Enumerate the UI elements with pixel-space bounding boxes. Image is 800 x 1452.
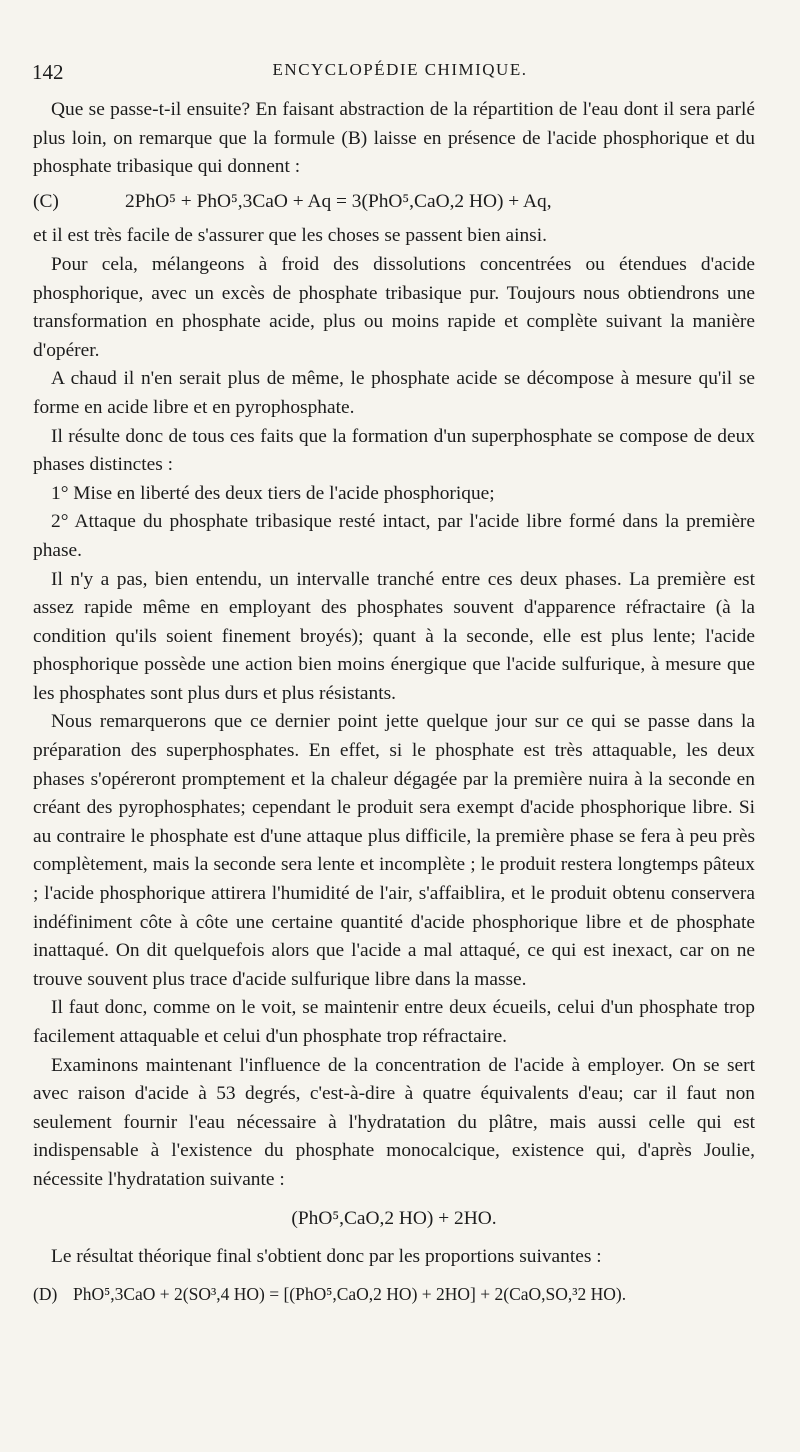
body-text (33, 96, 755, 1314)
page-header (0, 60, 800, 90)
paragraph: Le résultat théorique final s'obtient donc par les proportions suivantes : (51, 1246, 602, 1268)
formula-c (33, 188, 755, 217)
formula-text: PhO⁵,3CaO + 2(SO³,4 HO) = [(PhO⁵,CaO,2 HO) + 2HO] + 2(CaO,SO,³2 HO). (73, 1283, 627, 1304)
paragraph: Il faut donc, comme on le voit, se maintenir entre deux écueils, celui d'un phosphate trop facilement attaquable et celui d'un phosphate trop réfractaire. (33, 997, 755, 1047)
page-number: 142 (32, 60, 64, 84)
list-item: 1° Mise en liberté des deux tiers de l'acide phosphorique; (51, 482, 495, 504)
paragraph: Il résulte donc de tous ces faits que la formation d'un superphosphate se compose de deux phases distinctes : (33, 425, 755, 476)
paragraph: A chaud il n'en serait plus de même, le phosphate acide se décompose à mesure qu'il se forme en acide libre et en pyrophosphate. (33, 368, 755, 418)
formula-hydration: (PhO⁵,CaO,2 HO) + 2HO. (291, 1207, 497, 1229)
paragraph: Il n'y a pas, bien entendu, un intervalle tranché entre ces deux phases. La première est assez rapide même en employant des phosphates souvent d'apparence réfractaire (à la condition qu'ils soient finement broyés); quant à la seconde, elle est plus lente; l'acide phosphorique possède une action bien moins énergique que l'acide sulfurique, à mesure que les phosphates sont plus durs et plus résistants. (33, 568, 755, 704)
list-item: 2° Attaque du phosphate tribasique resté intact, par l'acide libre formé dans la première phase. (33, 511, 755, 561)
formula-label: (D) (33, 1283, 58, 1304)
running-title: ENCYCLOPÉDIE CHIMIQUE. (272, 60, 528, 79)
formula-label: (C) (33, 190, 59, 212)
paragraph: Que se passe-t-il ensuite? En faisant abstraction de la répartition de l'eau dont il sera parlé plus loin, on remarque que la formule (B) laisse en présence de l'acide phosphorique et du phosphate tribasique qui donnent : (33, 99, 755, 178)
formula-d (33, 1280, 755, 1309)
paragraph: Examinons maintenant l'influence de la concentration de l'acide à employer. On se sert avec raison d'acide à 53 degrés, c'est-à-dire à quatre équivalents d'eau; car il faut non seulement fournir l'eau nécessaire à l'hydratation du plâtre, mais aussi celle qui est indispensable à l'existence du phosphate monocalcique, existence qui, d'après Joulie, nécessite l'hydratation suivante : (33, 1054, 755, 1190)
paragraph: et il est très facile de s'assurer que les choses se passent bien ainsi. (33, 225, 547, 247)
formula-text: 2PhO⁵ + PhO⁵,3CaO + Aq = 3(PhO⁵,CaO,2 HO) + Aq, (125, 190, 552, 212)
paragraph: Pour cela, mélangeons à froid des dissolutions concentrées ou étendues d'acide phosphorique, avec un excès de phosphate tribasique pur. Toujours nous obtiendrons une transformation en phosphate acide, plus ou moins rapide et complète suivant la manière d'opérer. (33, 253, 755, 361)
paragraph: Nous remarquerons que ce dernier point jette quelque jour sur ce qui se passe dans la préparation des superphosphates. En effet, si le phosphate est très attaquable, les deux phases s'opéreront promptement et la chaleur dégagée par la première nuira à la seconde en créant des pyrophosphates; cependant le produit sera exempt d'acide phosphorique libre. Si au contraire le phosphate est d'une attaque plus difficile, la première phase se fera à peu près complètement, mais la seconde sera lente et incomplète ; le produit restera longtemps pâteux ; l'acide phosphorique attirera l'humidité de l'air, s'affaiblira, et le produit obtenu conservera indéfiniment côte à côte une certaine quantité d'acide phosphorique libre et de phosphate inattaqué. On dit quelquefois alors que l'acide a mal attaqué, ce qui est inexact, car on ne trouve souvent plus trace d'acide sulfurique libre dans la masse. (33, 711, 755, 990)
